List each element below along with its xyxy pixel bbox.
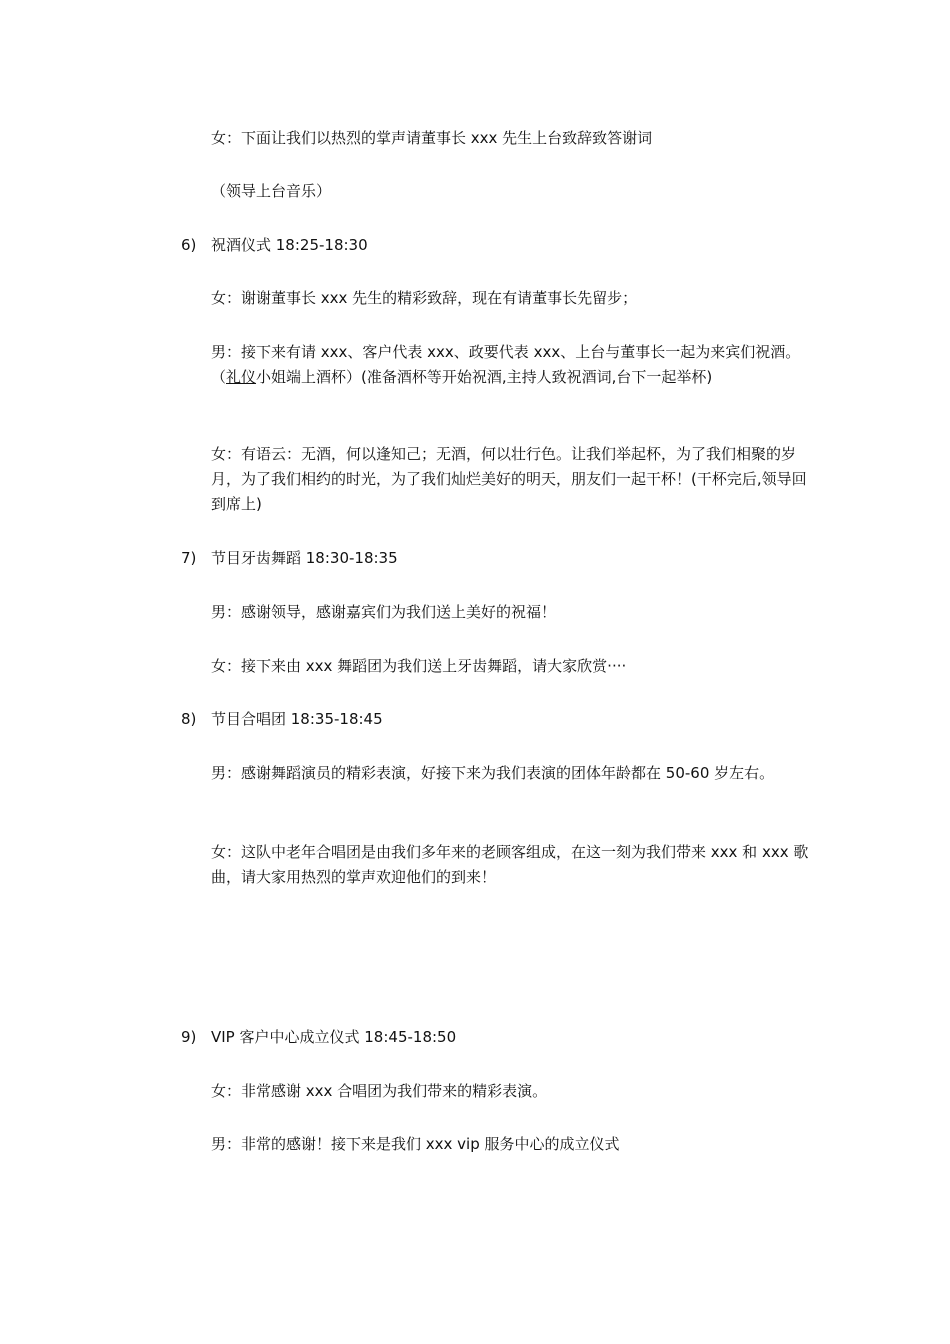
paragraph-speech [211, 340, 811, 390]
underlined-term: 礼仪 [226, 368, 257, 386]
section-title: 节目合唱团 18:35-18:45 [211, 710, 383, 728]
paragraph-speech: 女：非常感谢 xxx 合唱团为我们带来的精彩表演。 [211, 1082, 548, 1100]
section-title: 节目牙齿舞蹈 18:30-18:35 [211, 549, 398, 567]
paragraph-speech: 男：感谢舞蹈演员的精彩表演，好接下来为我们表演的团体年龄都在 50-60 岁左右。 [211, 764, 775, 782]
section-heading-9 [181, 1025, 456, 1050]
section-number: 8) [181, 710, 197, 728]
paragraph-speech: 女：这队中老年合唱团是由我们多年来的老顾客组成，在这一刻为我们带来 xxx 和 xxx 歌曲，请大家用热烈的掌声欢迎他们的到来！ [211, 843, 809, 886]
section-heading-8 [181, 707, 383, 732]
text-run: 男：接下来有请 xxx、客户代表 xxx、政要代表 xxx、上台与董事长一起为来宾们祝酒。（ [211, 343, 801, 386]
paragraph-speech: 男：感谢领导，感谢嘉宾们为我们送上美好的祝福！ [211, 603, 557, 621]
paragraph-speech: 男：非常的感谢！接下来是我们 xxx vip 服务中心的成立仪式 [211, 1135, 620, 1153]
text-run: 小姐端上酒杯）(准备酒杯等开始祝酒,主持人致祝酒词,台下一起举杯) [256, 368, 713, 386]
section-number: 9) [181, 1028, 197, 1046]
section-number: 6) [181, 236, 197, 254]
paragraph-speech: 女：下面让我们以热烈的掌声请董事长 xxx 先生上台致辞致答谢词 [211, 129, 653, 147]
paragraph-speech: 女：有语云：无酒，何以逢知己；无酒，何以壮行色。让我们举起杯，为了我们相聚的岁月，为了我们相约的时光，为了我们灿烂美好的明天，朋友们一起干杯！(干杯完后,领导回到席上) [211, 445, 807, 513]
section-number: 7) [181, 549, 197, 567]
paragraph-stage-direction: （领导上台音乐） [211, 182, 332, 200]
section-title: 祝酒仪式 18:25-18:30 [211, 236, 368, 254]
section-heading-7 [181, 546, 398, 571]
section-title: VIP 客户中心成立仪式 18:45-18:50 [211, 1028, 457, 1046]
paragraph-speech: 女：谢谢董事长 xxx 先生的精彩致辞，现在有请董事长先留步； [211, 289, 638, 307]
paragraph-speech: 女：接下来由 xxx 舞蹈团为我们送上牙齿舞蹈，请大家欣赏···· [211, 657, 627, 675]
section-heading-6 [181, 233, 368, 258]
